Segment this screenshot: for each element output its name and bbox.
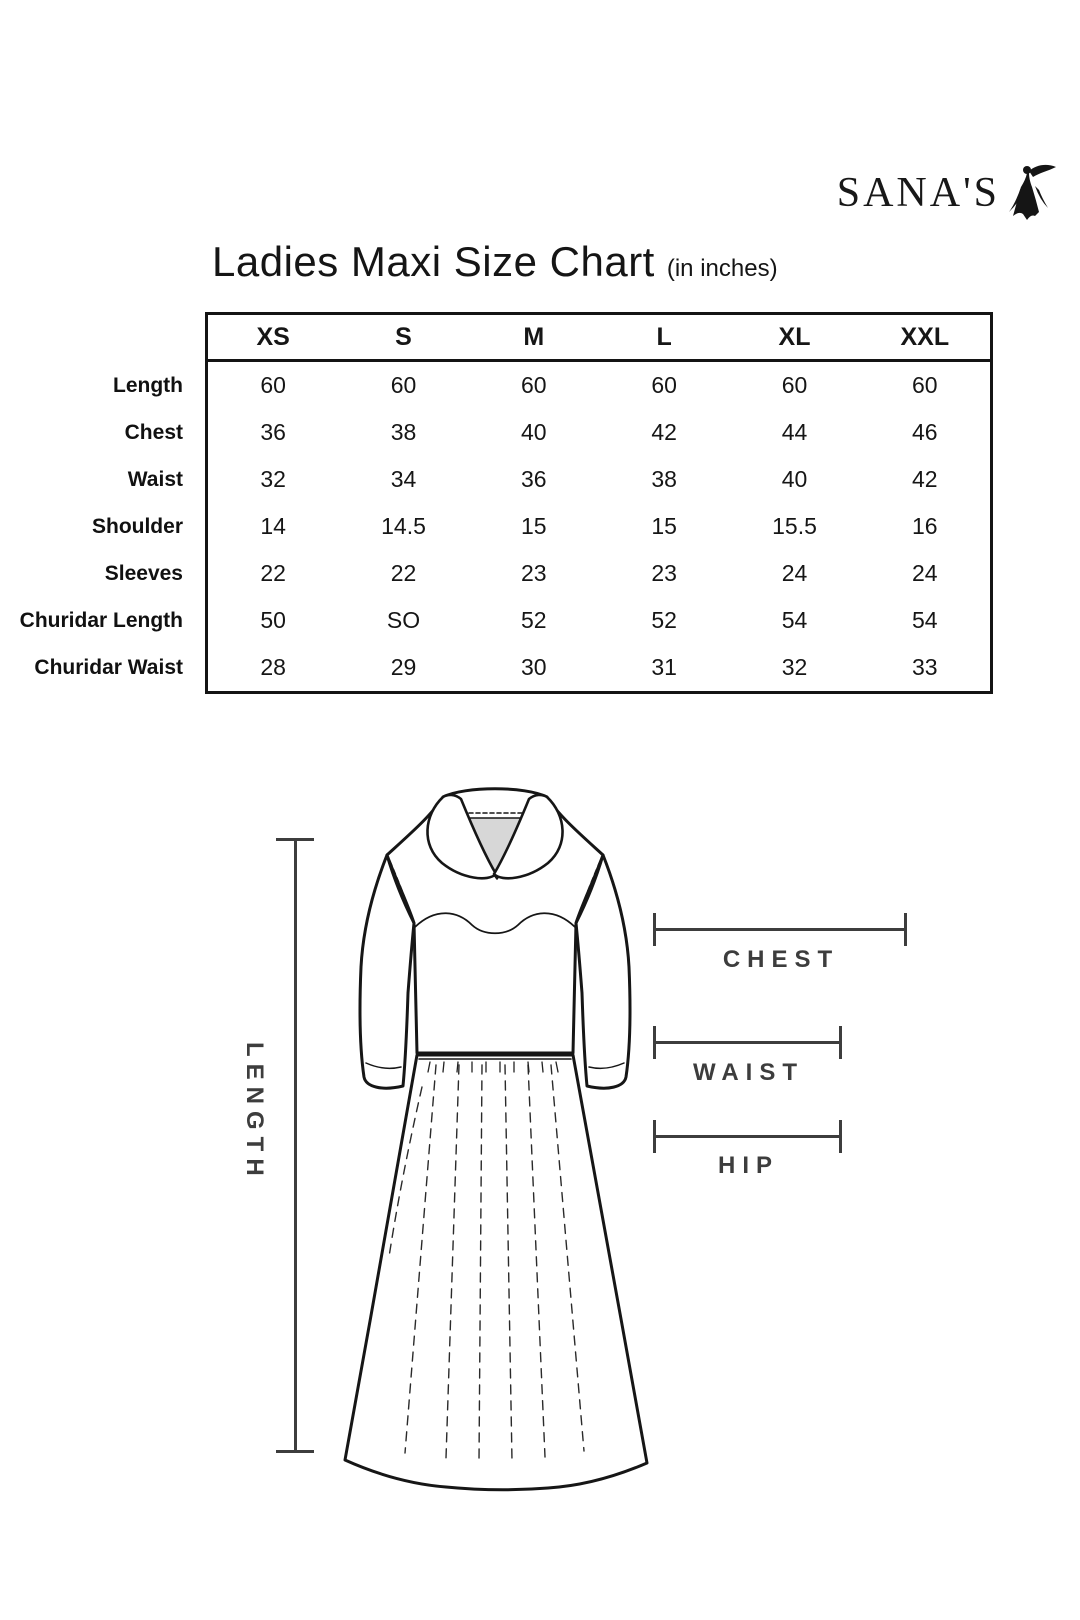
chest-line — [655, 928, 907, 931]
size-row-label: Shoulder — [91, 515, 183, 538]
size-cell: 14.5 — [381, 513, 426, 539]
size-table-row — [208, 362, 990, 409]
size-cell: 40 — [781, 466, 808, 492]
size-cell: 52 — [651, 607, 677, 633]
size-cell: 60 — [390, 372, 417, 398]
size-row-label: Churidar Length — [19, 609, 183, 632]
size-cell: 54 — [781, 607, 808, 633]
size-cell: 42 — [912, 466, 938, 492]
woman-dress-icon — [1006, 162, 1058, 224]
size-cell: 23 — [651, 560, 677, 586]
size-cell: 29 — [390, 654, 417, 680]
size-cell: 60 — [260, 372, 286, 398]
size-cell: 15 — [521, 513, 547, 539]
size-cell: 15 — [651, 513, 677, 539]
size-cell: 36 — [521, 466, 547, 492]
size-cell: 24 — [781, 560, 808, 586]
size-cell: 22 — [390, 560, 417, 586]
size-row-label: Churidar Waist — [34, 656, 183, 679]
chest-label: CHEST — [722, 946, 840, 973]
size-cell: 24 — [912, 560, 938, 586]
hip-line — [655, 1135, 842, 1138]
size-cell: 16 — [912, 513, 938, 539]
size-table-row — [208, 644, 990, 691]
size-column-header: S — [395, 322, 412, 351]
page-title — [212, 238, 778, 286]
size-cell: 15.5 — [772, 513, 817, 539]
size-row-label: Sleeves — [104, 562, 183, 585]
brand-name: SANA'S — [836, 170, 1000, 216]
title-unit-note: (in inches) — [666, 255, 778, 282]
size-cell: 36 — [260, 419, 286, 445]
size-table-row — [208, 597, 990, 644]
size-table-body — [208, 362, 990, 691]
size-cell: 46 — [912, 419, 938, 445]
size-cell: 34 — [390, 466, 417, 492]
size-cell: 32 — [781, 654, 808, 680]
size-cell: 42 — [651, 419, 677, 445]
size-table-header-row — [208, 315, 990, 362]
size-cell: 52 — [521, 607, 547, 633]
size-table — [205, 312, 993, 694]
size-table-row — [208, 503, 990, 550]
waist-line — [655, 1041, 842, 1044]
size-cell: 40 — [521, 419, 547, 445]
size-cell: 14 — [260, 513, 286, 539]
size-row-label: Length — [113, 374, 183, 397]
size-cell: 32 — [260, 466, 286, 492]
size-column-header: L — [656, 322, 672, 351]
size-column-header: M — [523, 322, 545, 351]
size-cell: 44 — [781, 419, 808, 445]
size-cell: 38 — [651, 466, 677, 492]
size-cell: 60 — [781, 372, 808, 398]
size-cell: 38 — [390, 419, 417, 445]
size-table-row — [208, 550, 990, 597]
size-cell: 30 — [521, 654, 547, 680]
waist-line-right-cap — [839, 1026, 842, 1059]
hip-label: HIP — [717, 1152, 779, 1179]
size-row-label: Waist — [127, 468, 183, 491]
size-cell: 33 — [912, 654, 938, 680]
dress-illustration — [300, 755, 690, 1500]
size-row-label: Chest — [124, 421, 183, 444]
title-main: Ladies Maxi Size Chart — [212, 238, 655, 285]
size-cell: 23 — [521, 560, 547, 586]
size-cell: 50 — [260, 607, 286, 633]
size-table-row-labels — [0, 362, 183, 691]
length-line-bottom-cap — [276, 1450, 314, 1453]
length-label: LENGTH — [241, 1042, 268, 1183]
waist-label: WAIST — [693, 1059, 804, 1086]
size-cell: 60 — [521, 372, 547, 398]
size-cell: 31 — [651, 654, 677, 680]
hip-line-right-cap — [839, 1120, 842, 1153]
size-table-row — [208, 456, 990, 503]
size-table-row — [208, 409, 990, 456]
size-column-header: XS — [256, 322, 290, 351]
size-cell: 54 — [912, 607, 938, 633]
size-cell: 60 — [912, 372, 938, 398]
size-cell: 60 — [651, 372, 677, 398]
chest-line-right-cap — [904, 913, 907, 946]
size-column-header: XXL — [900, 322, 950, 351]
brand-logo — [837, 162, 1058, 224]
size-cell: 28 — [260, 654, 286, 680]
size-cell: SO — [386, 607, 421, 633]
size-column-header: XL — [778, 322, 811, 351]
size-cell: 22 — [260, 560, 286, 586]
length-line — [294, 840, 297, 1452]
